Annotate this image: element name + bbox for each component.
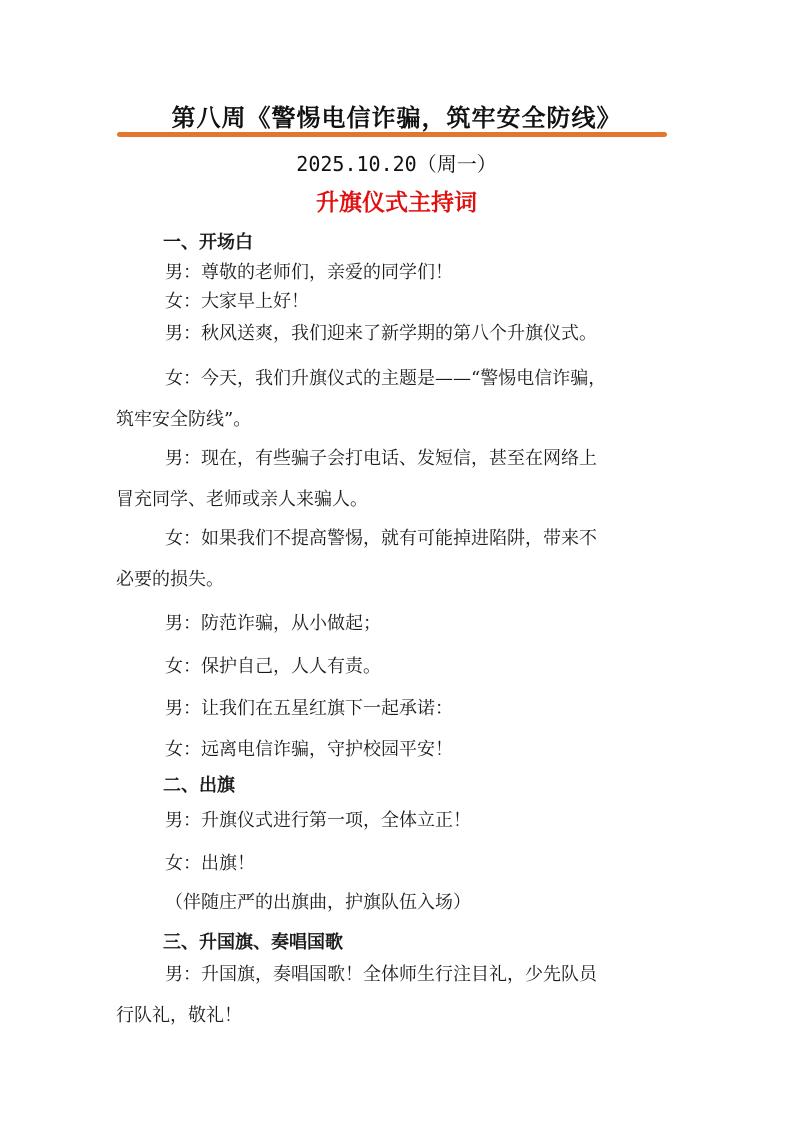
dialogue-line: 男：尊敬的老师们，亲爱的同学们！ bbox=[165, 262, 453, 283]
title-underline bbox=[117, 132, 667, 137]
dialogue-line-continuation: 冒充同学、老师或亲人来骗人。 bbox=[116, 489, 368, 510]
dialogue-line: 女：出旗！ bbox=[165, 853, 255, 874]
dialogue-line: 女：如果我们不提高警惕，就有可能掉进陷阱，带来不 bbox=[165, 528, 597, 549]
dialogue-line: 女：保护自己，人人有责。 bbox=[165, 656, 381, 677]
dialogue-line-continuation: 筑牢安全防线”。 bbox=[116, 409, 252, 430]
dialogue-line: 女：远离电信诈骗，守护校园平安！ bbox=[165, 739, 453, 760]
document-date: 2025.10.20（周一） bbox=[296, 152, 497, 176]
document-subtitle: 升旗仪式主持词 bbox=[316, 189, 477, 216]
stage-direction: （伴随庄严的出旗曲，护旗队伍入场） bbox=[165, 892, 471, 913]
dialogue-line: 女：今天，我们升旗仪式的主题是——“警惕电信诈骗， bbox=[165, 368, 607, 389]
section-heading-flag-out: 二、出旗 bbox=[163, 775, 235, 796]
section-heading-opening: 一、开场白 bbox=[163, 232, 253, 253]
document-title: 第八周《警惕电信诈骗，筑牢安全防线》 bbox=[171, 104, 622, 132]
dialogue-line-continuation: 行队礼，敬礼！ bbox=[116, 1005, 242, 1026]
dialogue-line: 男：让我们在五星红旗下一起承诺： bbox=[165, 698, 453, 719]
dialogue-line: 男：升国旗，奏唱国歌！全体师生行注目礼，少先队员 bbox=[165, 964, 597, 985]
dialogue-line-continuation: 必要的损失。 bbox=[116, 569, 224, 590]
dialogue-line: 男：防范诈骗，从小做起； bbox=[165, 613, 381, 634]
dialogue-line: 男：秋风送爽，我们迎来了新学期的第八个升旗仪式。 bbox=[165, 323, 597, 344]
dialogue-line: 男：升旗仪式进行第一项，全体立正！ bbox=[165, 810, 471, 831]
section-heading-anthem: 三、升国旗、奏唱国歌 bbox=[163, 932, 343, 953]
dialogue-line: 男：现在，有些骗子会打电话、发短信，甚至在网络上 bbox=[165, 448, 597, 469]
dialogue-line: 女：大家早上好！ bbox=[165, 291, 309, 312]
